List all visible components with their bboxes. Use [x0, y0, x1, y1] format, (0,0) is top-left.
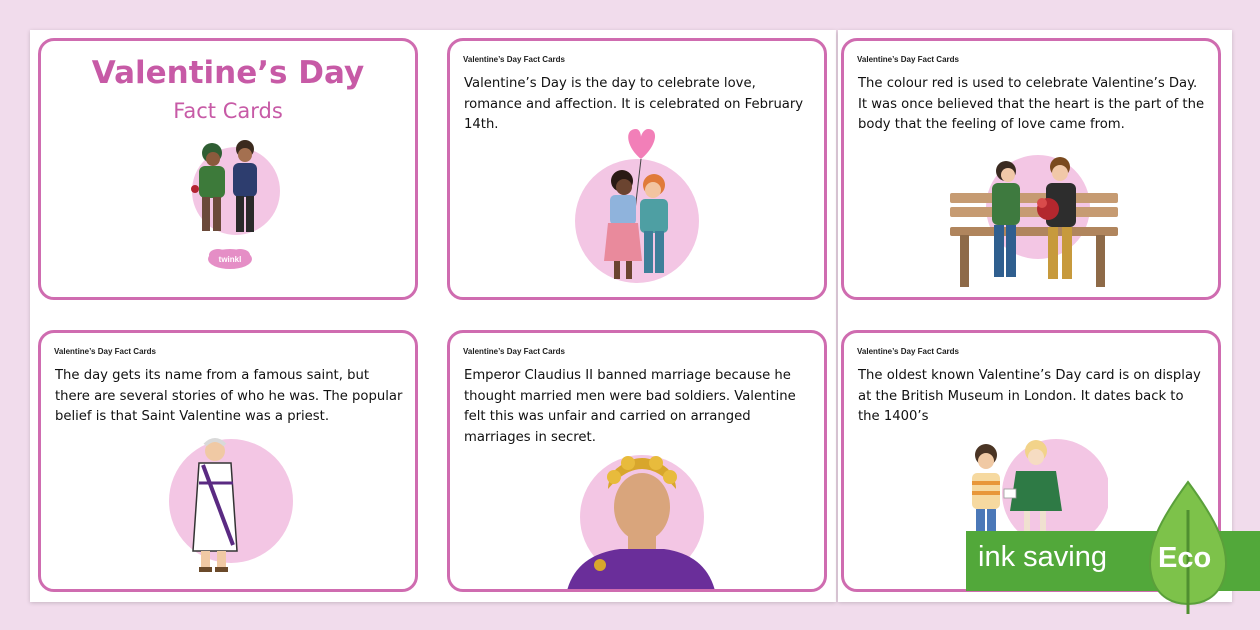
fact-text: Valentine’s Day is the day to celebrate love, romance and affection. It is celebrated on February 14th.: [464, 76, 804, 132]
saint-valentine-illustration: [163, 433, 297, 583]
card-header: Valentine’s Day Fact Cards: [463, 55, 565, 64]
card-header: Valentine’s Day Fact Cards: [54, 347, 156, 356]
fact-text: The colour red is used to celebrate Valentine’s Day. It was once believed that the heart is the part of the body that the feeling of love came from.: [858, 76, 1205, 132]
title-card: [38, 38, 418, 300]
twinkl-logo-text: twinkl: [218, 255, 242, 264]
fact-card-4: [447, 330, 827, 592]
card-header: Valentine’s Day Fact Cards: [463, 347, 565, 356]
title-card-heading: Valentine’s Day: [91, 55, 365, 91]
eco-label: Eco: [1158, 542, 1212, 574]
fact-card-2: [841, 38, 1221, 300]
card-header: Valentine’s Day Fact Cards: [857, 347, 959, 356]
twinkl-logo: [207, 247, 253, 271]
couple-illustration: [175, 133, 285, 245]
fact-card-3: [38, 330, 418, 592]
ink-saving-text: ink saving: [978, 541, 1107, 573]
couple-on-bench-illustration: [948, 149, 1120, 293]
fact-card-1: [447, 38, 827, 300]
fact-text: The day gets its name from a famous saint, but there are several stories of who he was. The popular belief is that Saint Valentine was a priest.: [55, 368, 403, 424]
fact-text: The oldest known Valentine’s Day card is on display at the British Museum in London. It dates back to the 1400’s: [858, 368, 1201, 424]
girls-hugging-illustration: [574, 123, 704, 289]
title-card-subheading: Fact Cards: [173, 99, 283, 123]
emperor-claudius-illustration: [558, 449, 724, 592]
card-header: Valentine’s Day Fact Cards: [857, 55, 959, 64]
fact-text: Emperor Claudius II banned marriage because he thought married men were bad soldiers. Valentine felt this was unfair and carried on arranged marriages in secret.: [464, 368, 796, 445]
